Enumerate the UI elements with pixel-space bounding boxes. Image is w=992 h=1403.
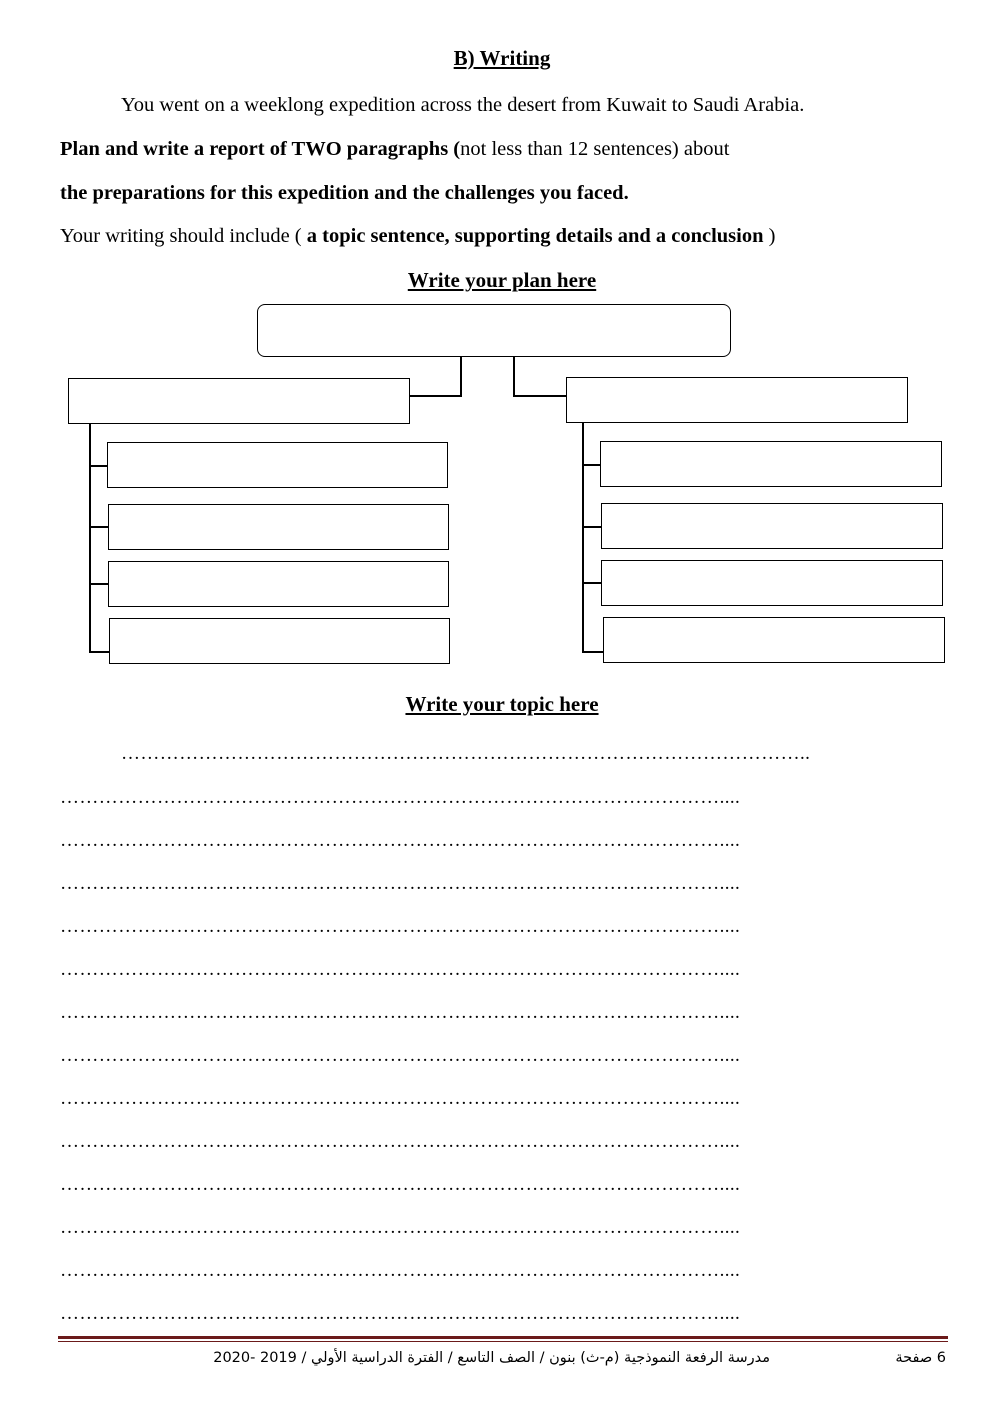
writing-line[interactable]: ………………………………………………………………………………………….... <box>60 831 741 851</box>
prompt-line-4 <box>60 225 775 248</box>
connector-line <box>582 582 602 584</box>
writing-line[interactable]: ………………………………………………………………………………………….... <box>60 1304 741 1324</box>
writing-line[interactable]: ………………………………………………………………………………………….... <box>60 1218 741 1238</box>
topic-heading: Write your topic here <box>405 692 599 716</box>
footer-divider-thin <box>58 1341 948 1342</box>
writing-line[interactable]: ………………………………………………………………………………………….... <box>60 1132 741 1152</box>
plan-topic-box[interactable] <box>257 304 731 357</box>
connector-line <box>89 424 91 652</box>
footer-school-info: مدرسة الرفعة النموذجية (م-ث) بنون / الصف التاسع / الفترة الدراسية الأولي / 2019 -2020 <box>213 1350 770 1366</box>
prompt-line-2-bold: Plan and write a report of TWO paragraphs ( <box>60 138 461 160</box>
writing-line[interactable]: ………………………………………………………………………………………….... <box>60 1175 741 1195</box>
plan-detail-box-left-3[interactable] <box>108 561 449 607</box>
prompt-line-3: the preparations for this expedition and the challenges you faced. <box>60 182 629 204</box>
plan-detail-box-right-4[interactable] <box>603 617 945 663</box>
writing-line[interactable]: ………………………………………………………………………………………….... <box>60 1261 741 1281</box>
plan-paragraph-1-box[interactable] <box>68 378 410 424</box>
writing-line[interactable]: ………………………………………………………………………………………….... <box>60 1003 741 1023</box>
connector-line <box>89 526 109 528</box>
writing-line[interactable]: ………………………………………………………………………………………….... <box>60 917 741 937</box>
prompt-line-2-rest: not less than 12 sentences) about <box>460 138 730 160</box>
plan-detail-box-right-2[interactable] <box>601 503 943 549</box>
plan-detail-box-right-1[interactable] <box>600 441 942 487</box>
connector-line <box>582 423 584 652</box>
plan-detail-box-left-2[interactable] <box>108 504 449 550</box>
writing-line[interactable]: ………………………………………………………………………………………….... <box>60 874 741 894</box>
plan-detail-box-left-4[interactable] <box>109 618 450 664</box>
plan-paragraph-2-box[interactable] <box>566 377 908 423</box>
prompt-line-4-end: ) <box>763 225 776 247</box>
connector-line <box>460 357 462 397</box>
footer-page-number: 6 صفحة <box>895 1350 946 1366</box>
connector-line <box>582 526 602 528</box>
plan-detail-box-left-1[interactable] <box>107 442 448 488</box>
footer-divider <box>58 1336 948 1339</box>
section-title: B) Writing <box>453 46 551 70</box>
prompt-line-1: You went on a weeklong expedition across the desert from Kuwait to Saudi Arabia. <box>121 94 805 116</box>
connector-line <box>409 395 462 397</box>
plan-detail-box-right-3[interactable] <box>601 560 943 606</box>
connector-line <box>582 464 601 466</box>
prompt-line-2 <box>60 138 729 161</box>
writing-line[interactable]: ………………………………………………………………………………………….... <box>60 1089 741 1109</box>
writing-line[interactable]: ………………………………………………………………………………………….... <box>60 1046 741 1066</box>
connector-line <box>89 651 110 653</box>
connector-line <box>513 395 568 397</box>
connector-line <box>89 465 108 467</box>
connector-line <box>89 583 109 585</box>
writing-line[interactable]: …………………………………………………………………………………………….. <box>121 744 811 764</box>
prompt-line-4-bold: a topic sentence, supporting details and a conclusion <box>306 225 764 247</box>
connector-line <box>513 357 515 397</box>
plan-heading: Write your plan here <box>407 268 597 292</box>
prompt-line-4-start: Your writing should include ( <box>60 225 307 247</box>
writing-line[interactable]: ………………………………………………………………………………………….... <box>60 960 741 980</box>
writing-line[interactable]: ………………………………………………………………………………………….... <box>60 788 741 808</box>
connector-line <box>582 651 603 653</box>
